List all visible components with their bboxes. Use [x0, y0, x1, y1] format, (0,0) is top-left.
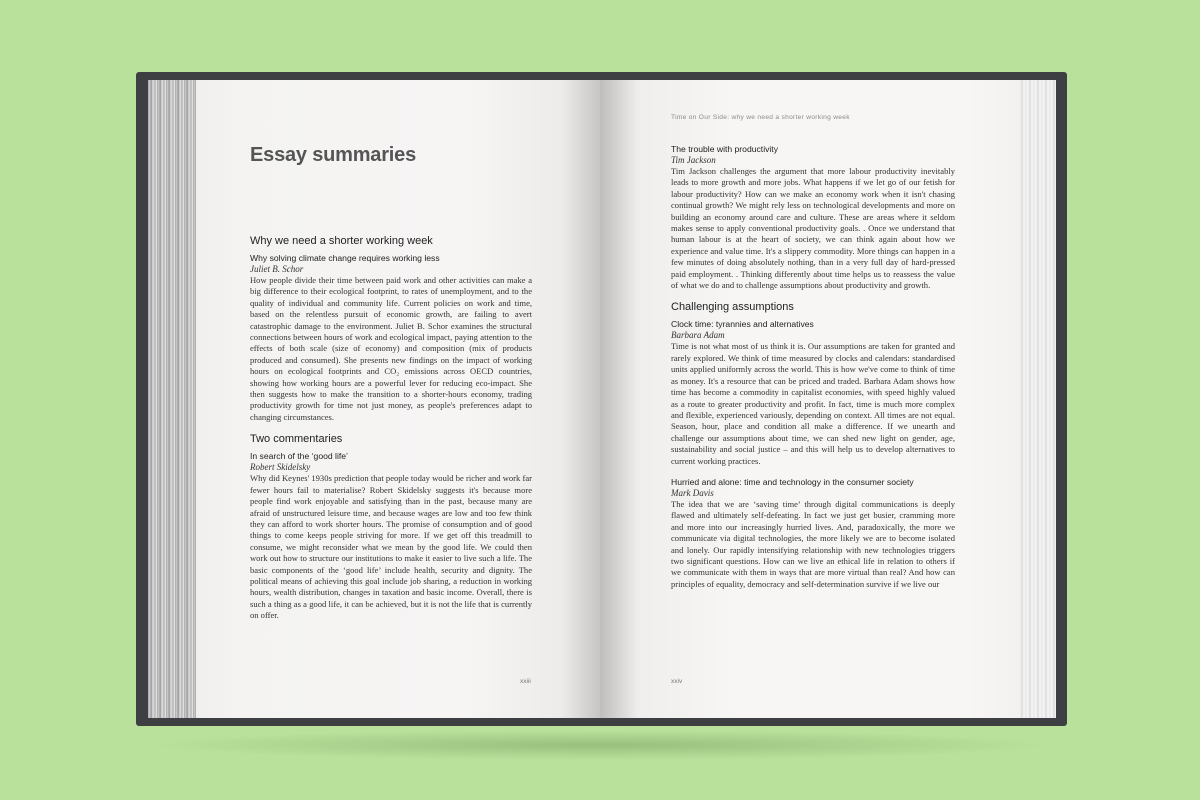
essay-author: Barbara Adam [671, 330, 725, 341]
page-number-right: xxiv [671, 678, 683, 685]
essay-adam [671, 319, 955, 466]
essay-author: Tim Jackson [671, 155, 716, 165]
essay-author: Juliet B. Schor [250, 264, 304, 274]
section-challenging-assumptions [671, 301, 955, 590]
right-page-column [671, 144, 955, 600]
section-heading: Why we need a shorter working week [250, 235, 433, 247]
page-edges-left [148, 80, 196, 718]
essay-summary: Time is not what most of us think it is. Our assumptions are taken for granted and rarely explored. We think of time measured by clocks and calendars: standardised units applied uniformly across the world. This is how we've come to think of time as money. It's a resource that can be priced and traded. Barbara Adam shows how time has become a commodity in capitalist economies, with speed highly valued as a route to greater productivity and profit. In fact, time is much more complex and flexible, experienced variously, depending on context. All times are not equal. Season, hour, place and condition all make a difference. If we unearth and challenge our assumptions about time, we can shed new light on gender, age, sustainability and social justice – and this will help us to develop alternatives to current working practices. [671, 341, 955, 466]
essay-davis [671, 477, 955, 590]
essay-skidelsky [250, 451, 532, 621]
essay-author: Robert Skidelsky [250, 462, 311, 473]
essay-title: Clock time: tyrannies and alternatives [671, 319, 814, 330]
section-shorter-week [250, 235, 532, 423]
essay-title: In search of the ‘good life’ [250, 451, 348, 462]
essay-title: Hurried and alone: time and technology in the consumer society [671, 476, 914, 487]
chapter-title: Essay summaries [250, 144, 417, 166]
right-page [600, 80, 1056, 718]
running-head: Time on Our Side: why we need a shorter working week [671, 114, 850, 121]
essay-summary: Why did Keynes' 1930s prediction that people today would be richer and work far fewer hours fail to materialise? Robert Skidelsky suggests it's because more people find work enjoyable and satisfying than in the past, because many are afraid of unstructured leisure time, and because wages are low and too few think they can afford to work shorter hours. The promise of consumption and of good things to come keeps people striving for more. If we get off this treadmill to consume, we might reconsider what we mean by the good life. We could then work out how to structure our institutions to make it easier to live such a life. The basic components of the ‘good life’ include health, security and dignity. The political means of achieving this goal include job sharing, a reduction in working hours, wealth distribution, changes in taxation and basic income. Overall, there is such a thing as a good life, it can be achieved, but it is not the life that is currently on offer. [250, 473, 532, 621]
essay-title: The trouble with productivity [671, 144, 778, 154]
left-page [148, 80, 600, 718]
gutter-shade-right [600, 80, 640, 718]
essay-author: Mark Davis [671, 487, 714, 498]
essay-summary: The idea that we are ‘saving time’ through digital communications is deeply flawed and ultimately self-defeating. In fact we just get busier, cramming more and more into our increasingly hurried lives. And, paradoxically, the more we communicate via digital technologies, the more likely we are to become isolated and lonely. Our rapidly intensifying relationship with new technologies triggers two significant questions. How can we live an ethical life in relation to others if we communicate with them in ways that are more virtual than real? And how can principles of equality, democracy and self-determination survive if we live our [671, 498, 955, 589]
essay-summary: How people divide their time between paid work and other activities can make a big difference to their ecological footprint, to rates of unemployment, and to the quality of individual and community life. Current policies on work and time, based on the relentless pursuit of economic growth, are failing to avert catastrophic damage to the environment. Juliet B. Schor examines the structural connections between hours of work and ecological impact, paying attention to the effects of both scale (size of economy) and composition (mix of products produced and consumed). She presents new findings on the impact of working hours on ecological footprints and CO₂ emissions across OECD countries, showing how working hours are a powerful lever for reducing eco-impact. She then suggests how to make the transition to a shorter-hours economy, trading productivity growth for time not just money, as people's preferences adapt to changing circumstances. [250, 275, 532, 422]
section-heading: Two commentaries [250, 433, 343, 446]
section-commentaries [250, 433, 532, 621]
book-shadow [150, 730, 1050, 760]
gutter-shade-left [560, 80, 600, 718]
essay-schor [250, 253, 532, 423]
section-heading: Challenging assumptions [671, 301, 794, 314]
page-edges-right [1020, 80, 1056, 718]
page-number-left: xxiii [520, 678, 531, 685]
essay-jackson [671, 144, 955, 291]
essay-title: Why solving climate change requires working less [250, 253, 440, 263]
left-page-column [250, 144, 532, 632]
essay-summary: Tim Jackson challenges the argument that more labour productivity inevitably leads to more growth and more jobs. What happens if we let go of our fetish for labour productivity? How can we make an economy work when it isn't chasing continual growth? We might rely less on technological developments and more on building an economy around care and culture. These are areas where it seldom makes sense to apply conventional productivity goals. . Once we understand that human labour is at the heart of society, we can think again about how we experience and value time. It's a slippery commodity. More things can happen in a few minutes of doing absolutely nothing, than in a very full day of hard-pressed paid employment. . Thinking differently about time helps us to reassess the value of what we do and to challenge assumptions about productivity and growth. [671, 166, 955, 291]
